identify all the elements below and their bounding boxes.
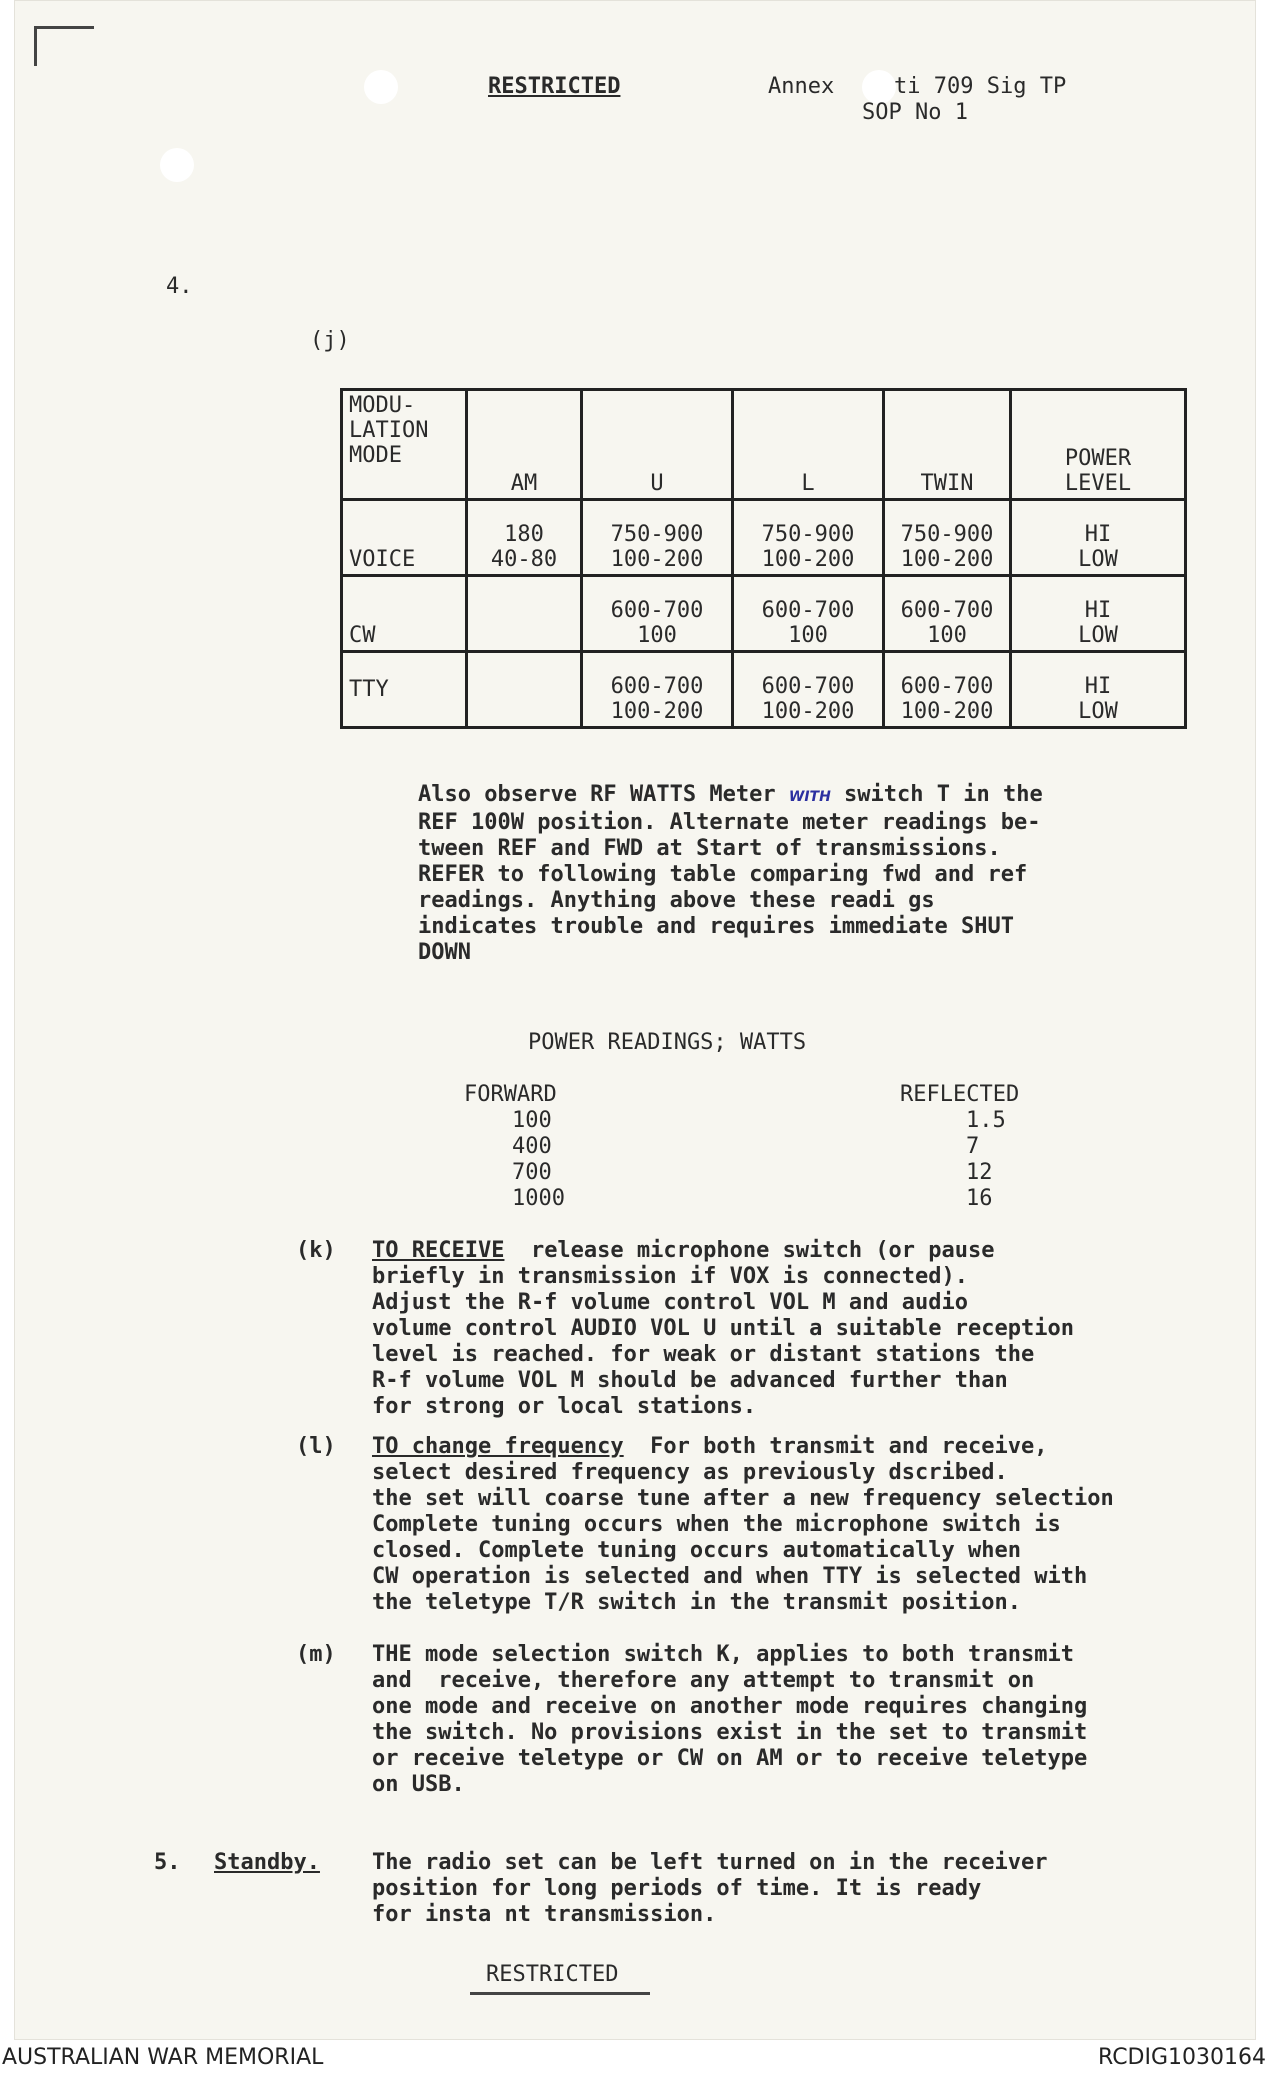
header-mode-cell: MODU- LATION MODE <box>342 390 467 500</box>
table-row <box>342 500 1186 576</box>
cell: 750-900 100-200 <box>884 500 1011 576</box>
section5-text: The radio set can be left turned on in the receiver position for long periods of time. It is ready for insta nt transmission. <box>372 1850 1048 1927</box>
list-item: 7 <box>966 1134 980 1159</box>
punch-hole <box>862 70 896 104</box>
section5-heading: Standby. <box>214 1850 320 1875</box>
corner-mark <box>34 26 94 29</box>
cell: 600-700 100 <box>733 576 884 652</box>
classification-underline <box>470 1992 650 1995</box>
list-item: 400 <box>512 1134 552 1159</box>
annex-title: ti 709 Sig TP <box>894 74 1067 99</box>
modulation-table <box>340 388 1187 729</box>
item-k-text: TO RECEIVE release microphone switch (or pause briefly in transmission if VOX is connected). Adjust the R-f volume control VOL M and audio volume control AUDIO VOL U until a suitable reception level is reached. for weak or distant stations the R-f volume VOL M should be advanced further than for strong or local stations. <box>372 1238 1074 1419</box>
table-row <box>342 652 1186 728</box>
cell <box>467 576 582 652</box>
section5-number: 5. <box>154 1850 181 1875</box>
punch-hole <box>364 70 398 104</box>
header-power-cell: POWER LEVEL <box>1011 390 1186 500</box>
cell <box>467 652 582 728</box>
row-mode: TTY <box>342 652 467 728</box>
list-item: 12 <box>966 1160 993 1185</box>
forward-header: FORWARD <box>464 1082 557 1107</box>
section-number: 4. <box>166 274 193 299</box>
reflected-header: REFLECTED <box>900 1082 1020 1107</box>
sop-number: SOP No 1 <box>862 100 968 125</box>
subitem-label: (j) <box>310 328 350 353</box>
column-header: AM <box>467 390 582 500</box>
item-l-label: (l) <box>296 1434 336 1459</box>
column-header: L <box>733 390 884 500</box>
punch-hole <box>160 148 194 182</box>
table-header-row <box>342 390 1186 500</box>
power-readings-title: POWER READINGS; WATTS <box>528 1030 807 1055</box>
cell: 600-700 100-200 <box>733 652 884 728</box>
column-header: U <box>582 390 733 500</box>
item-k-heading: TO RECEIVE <box>372 1238 505 1263</box>
cell: HI LOW <box>1011 576 1186 652</box>
item-m-label: (m) <box>296 1642 336 1667</box>
annex-prefix: Annex <box>768 74 848 99</box>
cell: 600-700 100-200 <box>582 652 733 728</box>
corner-mark <box>34 26 37 66</box>
list-item: 1.5 <box>966 1108 1006 1133</box>
record-id: RCDIG1030164 <box>1098 2045 1267 2070</box>
item-k-label: (k) <box>296 1238 336 1263</box>
item-l-text: TO change frequency For both transmit and receive, select desired frequency as previously dscribed. the set will coarse tune after a new frequency selection Complete tuning occurs when the microphone switch is closed. Complete tuning occurs automatically when CW operation is selected and when TTY is selected with the teletype T/R switch in the transmit position. <box>372 1434 1114 1615</box>
item-m-text: THE mode selection switch K, applies to both transmit and receive, therefore any attempt to transmit on one mode and receive on another mode requires changing the switch. No provisions exist in the set to transmit or receive teletype or CW on AM or to receive teletype on USB. <box>372 1642 1088 1797</box>
cell: 600-700 100-200 <box>884 652 1011 728</box>
header-classification: RESTRICTED <box>488 74 621 99</box>
list-item: 100 <box>512 1108 552 1133</box>
forward-values <box>512 1108 565 1212</box>
column-header: TWIN <box>884 390 1011 500</box>
row-mode: VOICE <box>342 500 467 576</box>
footer-classification: RESTRICTED <box>486 1962 619 1987</box>
cell: 600-700 100 <box>884 576 1011 652</box>
cell: HI LOW <box>1011 652 1186 728</box>
cell: 750-900 100-200 <box>582 500 733 576</box>
cell: HI LOW <box>1011 500 1186 576</box>
list-item: 1000 <box>512 1186 565 1211</box>
observe-note: Also observe RF WATTS Meter WITH switch T in the REF 100W position. Alternate meter readings be- tween REF and FWD at Start of transmissions. REFER to following table comparing fwd and ref readings. Anything above these readi gs indicates trouble and requires immediate SHUT DOWN <box>418 782 1043 965</box>
row-mode: CW <box>342 576 467 652</box>
list-item: 16 <box>966 1186 993 1211</box>
list-item: 700 <box>512 1160 552 1185</box>
cell: 750-900 100-200 <box>733 500 884 576</box>
table-row <box>342 576 1186 652</box>
cell: 600-700 100 <box>582 576 733 652</box>
cell: 180 40-80 <box>467 500 582 576</box>
handwritten-insert: WITH <box>788 789 831 805</box>
reflected-values <box>966 1108 1006 1212</box>
item-l-heading: TO change frequency <box>372 1434 624 1459</box>
institution-label: AUSTRALIAN WAR MEMORIAL <box>2 2045 324 2070</box>
